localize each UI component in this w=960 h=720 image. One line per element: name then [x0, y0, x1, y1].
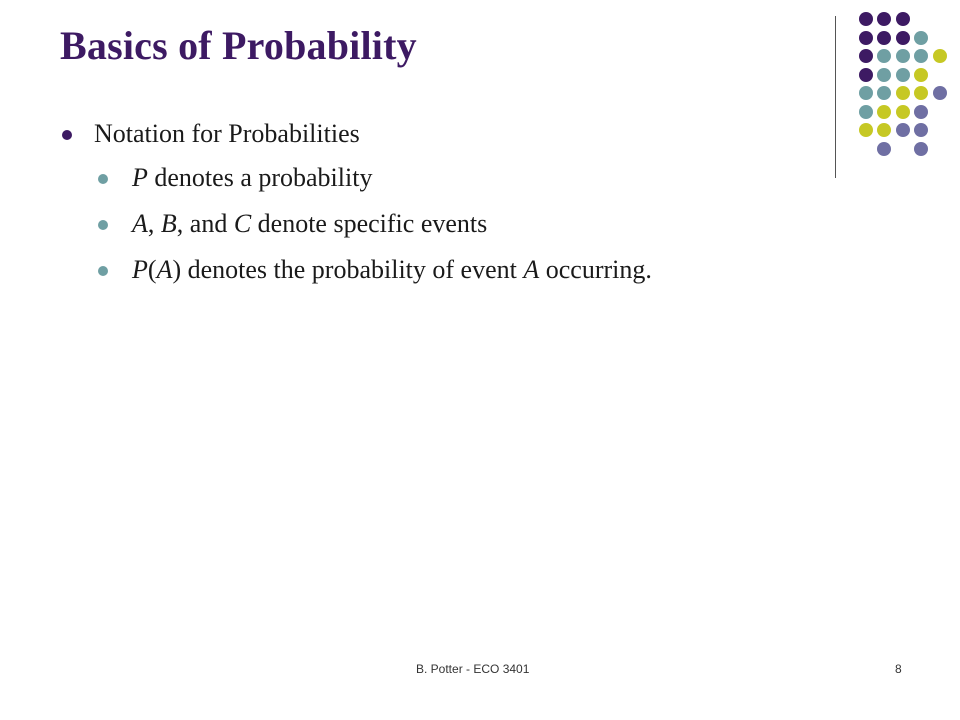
bullet-text-segment: B — [160, 209, 177, 238]
bullet-text-segment: , — [147, 209, 161, 238]
decorative-dot — [896, 31, 910, 45]
decorative-dot — [877, 12, 891, 26]
bullet-dot-icon — [98, 174, 108, 184]
decorative-dot — [914, 49, 928, 63]
decorative-dot — [859, 12, 873, 26]
bullet-list — [60, 118, 820, 300]
decorative-dot-grid — [840, 12, 950, 157]
bullet-text — [132, 209, 487, 238]
page-number: 8 — [895, 662, 902, 676]
decorative-dot — [859, 31, 873, 45]
decorative-dot — [914, 142, 928, 156]
decorative-dot — [877, 49, 891, 63]
decorative-dot — [859, 105, 873, 119]
footer-text: B. Potter - ECO 3401 — [416, 662, 530, 676]
bullet-item-level2 — [60, 254, 820, 300]
decorative-dot — [896, 123, 910, 137]
decorative-dot — [914, 105, 928, 119]
bullet-text-segment: denote specific events — [251, 209, 488, 238]
decorative-dot — [877, 142, 891, 156]
bullet-text-segment: C — [233, 209, 252, 238]
decorative-dot — [859, 49, 873, 63]
decorative-dot — [859, 68, 873, 82]
bullet-text-segment: A — [523, 255, 540, 284]
bullet-text-segment: ) denotes the probability of event — [172, 255, 524, 284]
bullet-text — [132, 163, 372, 192]
bullet-item-level2 — [60, 208, 820, 254]
bullet-text-segment: , and — [176, 209, 234, 238]
decorative-dot — [896, 105, 910, 119]
decorative-dot — [933, 49, 947, 63]
decorative-dot — [914, 86, 928, 100]
decorative-dot — [877, 123, 891, 137]
bullet-text-segment: A — [156, 255, 173, 284]
title-divider-line — [835, 16, 836, 178]
decorative-dot — [896, 12, 910, 26]
decorative-dot — [877, 68, 891, 82]
bullet-text-segment: A — [132, 209, 148, 238]
decorative-dot — [896, 86, 910, 100]
slide-title: Basics of Probability — [60, 23, 417, 68]
decorative-dot — [914, 68, 928, 82]
bullet-text-segment: P — [132, 163, 148, 192]
bullet-item-level2 — [60, 162, 820, 208]
decorative-dot — [896, 49, 910, 63]
decorative-dot — [859, 86, 873, 100]
decorative-dot — [859, 123, 873, 137]
bullet-text-segment: occurring. — [539, 255, 652, 284]
bullet-text-segment: denotes a probability — [147, 163, 373, 192]
bullet-dot-icon — [98, 220, 108, 230]
decorative-dot — [914, 31, 928, 45]
decorative-dot — [896, 68, 910, 82]
decorative-dot — [877, 86, 891, 100]
bullet-dot-icon — [98, 266, 108, 276]
bullet-text-segment: ( — [147, 255, 157, 284]
bullet-item-level1 — [60, 118, 820, 162]
decorative-dot — [877, 105, 891, 119]
decorative-dot — [914, 123, 928, 137]
bullet-text: Notation for Probabilities — [94, 119, 360, 148]
bullet-text — [132, 255, 652, 284]
bullet-text-segment: P — [132, 255, 148, 284]
bullet-dot-icon — [62, 130, 72, 140]
decorative-dot — [877, 31, 891, 45]
decorative-dot — [933, 86, 947, 100]
